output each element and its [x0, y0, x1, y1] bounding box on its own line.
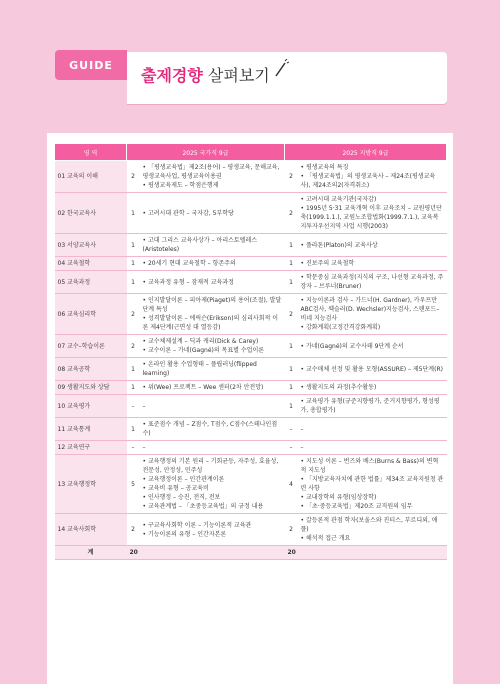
- row-topics-local: [298, 381, 447, 395]
- row-area: 02 한국교육사: [55, 193, 127, 234]
- row-count-local: 1: [285, 381, 298, 395]
- row-count-local: –: [285, 441, 298, 455]
- row-count-national: 1: [127, 358, 140, 381]
- topic-item: • 교육관계법 – 「초중등교육법」의 규정 내용: [142, 503, 264, 510]
- topic-item: • 인지발달이론 – 피아제(Piaget)의 용어(조절), 발달단계 특성: [142, 297, 282, 313]
- table-row: [55, 381, 447, 395]
- row-count-national: 5: [127, 455, 140, 514]
- row-count-national: 2: [127, 514, 140, 546]
- row-topics-local: [298, 193, 447, 234]
- table-row: [55, 271, 447, 294]
- row-topics-local: [298, 161, 447, 193]
- row-count-local: 1: [285, 395, 298, 418]
- page-title: [141, 63, 270, 86]
- table-row: [55, 455, 447, 514]
- title-highlight: 출제경향: [141, 66, 203, 85]
- table-row: [55, 234, 447, 257]
- total-empty: [298, 546, 447, 560]
- row-count-local: 1: [285, 358, 298, 381]
- topic-item: • 평생교육제도 – 학점은행제: [142, 182, 219, 189]
- row-count-national: –: [127, 441, 140, 455]
- row-count-local: 2: [285, 514, 298, 546]
- topic-item: • 온라인 활용 수업형태 – 플립러닝(flipped learning): [142, 361, 257, 377]
- row-topics-local: [298, 294, 447, 335]
- topic-item: • 교육비 유형 – 공교육비: [142, 485, 209, 492]
- table-row: [55, 514, 447, 546]
- row-count-national: –: [127, 395, 140, 418]
- row-topics-local: [298, 418, 447, 441]
- total-empty: [140, 546, 285, 560]
- topic-item: • 성격발달이론 – 에릭슨(Erikson)의 심리사회적 이론 제4단계(근면성 대 열등감): [142, 315, 278, 331]
- row-topics-national: [140, 193, 285, 234]
- row-area: 05 교육과정: [55, 271, 127, 294]
- topic-item: • 「초·중등교육법」제20조 교직원의 임무: [300, 503, 413, 510]
- total-row: [55, 546, 447, 560]
- row-area: 14 교육사회학: [55, 514, 127, 546]
- row-count-local: 1: [285, 335, 298, 358]
- row-topics-national: [140, 455, 285, 514]
- topic-item: –: [300, 444, 304, 451]
- pen-icon: [273, 59, 289, 79]
- row-topics-national: [140, 294, 285, 335]
- row-area: 09 생활지도와 상담: [55, 381, 127, 395]
- topic-item: • 고려시대 교육기관(국자감): [300, 196, 377, 203]
- total-national: 20: [127, 546, 140, 560]
- table-row: [55, 335, 447, 358]
- row-topics-national: [140, 234, 285, 257]
- topic-item: • 진보주의 교육철학: [300, 260, 355, 267]
- table-row: [55, 418, 447, 441]
- row-area: 04 교육철학: [55, 257, 127, 271]
- topic-item: –: [142, 444, 146, 451]
- row-area: 07 교수–학습이론: [55, 335, 127, 358]
- total-local: 20: [285, 546, 298, 560]
- topic-item: • 지도성 이론 – 번즈와 배스(Burns & Bass)의 변혁적 지도성: [300, 458, 439, 474]
- table-row: [55, 257, 447, 271]
- topic-item: • 위(Wee) 프로젝트 – Wee 센터(2차 안전망): [142, 384, 264, 391]
- page-header: [0, 0, 500, 130]
- topic-item: • 교수체제설계 – 딕과 캐리(Dick & Carey): [142, 338, 259, 345]
- row-count-national: 1: [127, 418, 140, 441]
- topic-item: • 교육평가 유형(규준지향평가, 준거지향평가, 형성평가, 총합평가): [300, 398, 440, 414]
- topic-item: • 인사행정 – 승진, 전직, 전보: [142, 494, 221, 501]
- title-rest: 살펴보기: [202, 66, 270, 85]
- row-area: 11 교육통계: [55, 418, 127, 441]
- topic-item: • 교육과정 유형 – 잠재적 교육과정: [142, 278, 234, 286]
- row-area: 01 교육의 이해: [55, 161, 127, 193]
- table-row: [55, 395, 447, 418]
- row-topics-national: [140, 418, 285, 441]
- row-count-local: 1: [285, 257, 298, 271]
- row-topics-national: [140, 257, 285, 271]
- table-row: [55, 358, 447, 381]
- topic-item: • 기능이론의 유형 – 인간자본론: [142, 530, 227, 538]
- row-count-national: 2: [127, 161, 140, 193]
- topic-item: • 표준점수 개념 – Z점수, T점수, C점수(스테나인점수): [142, 421, 278, 437]
- row-area: 12 교육연구: [55, 441, 127, 455]
- row-count-local: 1: [285, 234, 298, 257]
- row-topics-local: [298, 257, 447, 271]
- topic-item: • 생활지도의 과정(추수활동): [300, 384, 377, 391]
- row-area: 06 교육심리학: [55, 294, 127, 335]
- row-topics-local: [298, 234, 447, 257]
- row-area: 10 교육평가: [55, 395, 127, 418]
- topic-item: –: [300, 425, 304, 433]
- topic-item: • 교육행정의 기본 원리 – 기회균등, 자주성, 효율성, 전문성, 안정성, 민주성: [142, 458, 279, 474]
- table-row: [55, 161, 447, 193]
- row-topics-local: [298, 514, 447, 546]
- row-count-local: 2: [285, 161, 298, 193]
- row-count-national: 2: [127, 294, 140, 335]
- topic-item: • 가네(Gagné)의 교수사태 9단계 순서: [300, 342, 404, 350]
- row-topics-national: [140, 271, 285, 294]
- header-national: 2025 국가직 9급: [127, 144, 285, 161]
- topic-item: • 교육행정이론 – 인간관계이론: [142, 476, 225, 483]
- topic-item: • 강화계획(고정간격강화계획): [300, 324, 381, 331]
- topic-item: • 지능이론과 검사 – 가드너(H. Gardner), 카우프만ABC검사, 웩슬러(D. Wechsler)지능검사, 스탠포드–비네 지능검사: [300, 297, 440, 322]
- header-local: 2025 지방직 9급: [285, 144, 447, 161]
- row-count-national: 1: [127, 257, 140, 271]
- row-topics-national: [140, 395, 285, 418]
- row-count-national: 1: [127, 271, 140, 294]
- row-count-local: –: [285, 418, 298, 441]
- row-topics-local: [298, 358, 447, 381]
- topic-item: • 「평생교육법」의 평생교육사 – 제24조(평생교육사), 제24조의2(자격취소): [300, 173, 436, 189]
- topic-item: • 학문중심 교육과정(지식의 구조, 나선형 교육과정, 주장자 – 브루너(Bruner): [300, 274, 444, 290]
- row-topics-local: [298, 455, 447, 514]
- row-topics-national: [140, 161, 285, 193]
- row-topics-national: [140, 441, 285, 455]
- table-row: [55, 193, 447, 234]
- topic-item: • 「지방교육자치에 관한 법률」제34조 교육지원청 관련 사항: [300, 476, 444, 492]
- content-sheet: [47, 133, 453, 684]
- topic-item: • 구교육사회학 이론 – 기능이론적 교육관: [142, 521, 252, 529]
- topic-item: • 20세기 현대 교육철학 – 항존주의: [142, 260, 236, 267]
- guide-tab: GUIDE: [55, 50, 127, 80]
- topic-item: • 고려시대 관학 – 국자감, 5부학당: [142, 209, 234, 217]
- topic-item: • 교수매체 선정 및 활용 모형(ASSURE) – 제5단계(R): [300, 365, 443, 373]
- row-topics-local: [298, 335, 447, 358]
- header-area: 영 역: [55, 144, 127, 161]
- topic-item: • 1995년 5·31 교육개혁 이후 교육조치 – 교원평년단축(1999.1.1.), 교원노조합법화(1999.7.1.), 교육복지투자우선지역 사업 시행(2003): [300, 205, 442, 230]
- row-area: 08 교육공학: [55, 358, 127, 381]
- row-area: 03 서양교육사: [55, 234, 127, 257]
- row-count-national: 1: [127, 381, 140, 395]
- row-count-national: 2: [127, 335, 140, 358]
- topic-item: • 「평생교육법」제2조(용어) – 평생교육, 문해교육, 평생교육사업, 평생교육이용권: [142, 164, 280, 180]
- topic-item: • 교수이론 – 가네(Gagné)의 목표별 수업이론: [142, 347, 265, 354]
- topic-item: • 해석적 접근 개요: [300, 535, 351, 542]
- row-count-local: 1: [285, 271, 298, 294]
- exam-trend-table: [54, 143, 447, 560]
- row-topics-national: [140, 514, 285, 546]
- row-count-local: 2: [285, 193, 298, 234]
- topic-item: • 갈등론적 관점 학자(보울스와 진티스, 부르디외, 애플): [300, 517, 438, 533]
- row-topics-local: [298, 441, 447, 455]
- topic-item: • 교내장학의 유형(임상장학): [300, 494, 377, 501]
- topic-item: –: [142, 402, 146, 410]
- row-topics-local: [298, 271, 447, 294]
- table-row: [55, 441, 447, 455]
- row-count-national: 1: [127, 234, 140, 257]
- table-header-row: [55, 144, 447, 161]
- row-count-local: 4: [285, 455, 298, 514]
- row-topics-national: [140, 335, 285, 358]
- topic-item: • 플라톤(Platon)의 교육사상: [300, 241, 378, 249]
- row-area: 13 교육행정학: [55, 455, 127, 514]
- topic-item: • 고대 그리스 교육사상가 – 아리스토텔레스 (Aristoteles): [142, 237, 258, 253]
- row-count-national: 1: [127, 193, 140, 234]
- row-topics-local: [298, 395, 447, 418]
- topic-item: • 평생교육의 특징: [300, 164, 349, 171]
- row-topics-national: [140, 381, 285, 395]
- title-box: [127, 52, 447, 104]
- row-topics-national: [140, 358, 285, 381]
- row-count-local: 2: [285, 294, 298, 335]
- table-row: [55, 294, 447, 335]
- total-label: 계: [55, 546, 127, 560]
